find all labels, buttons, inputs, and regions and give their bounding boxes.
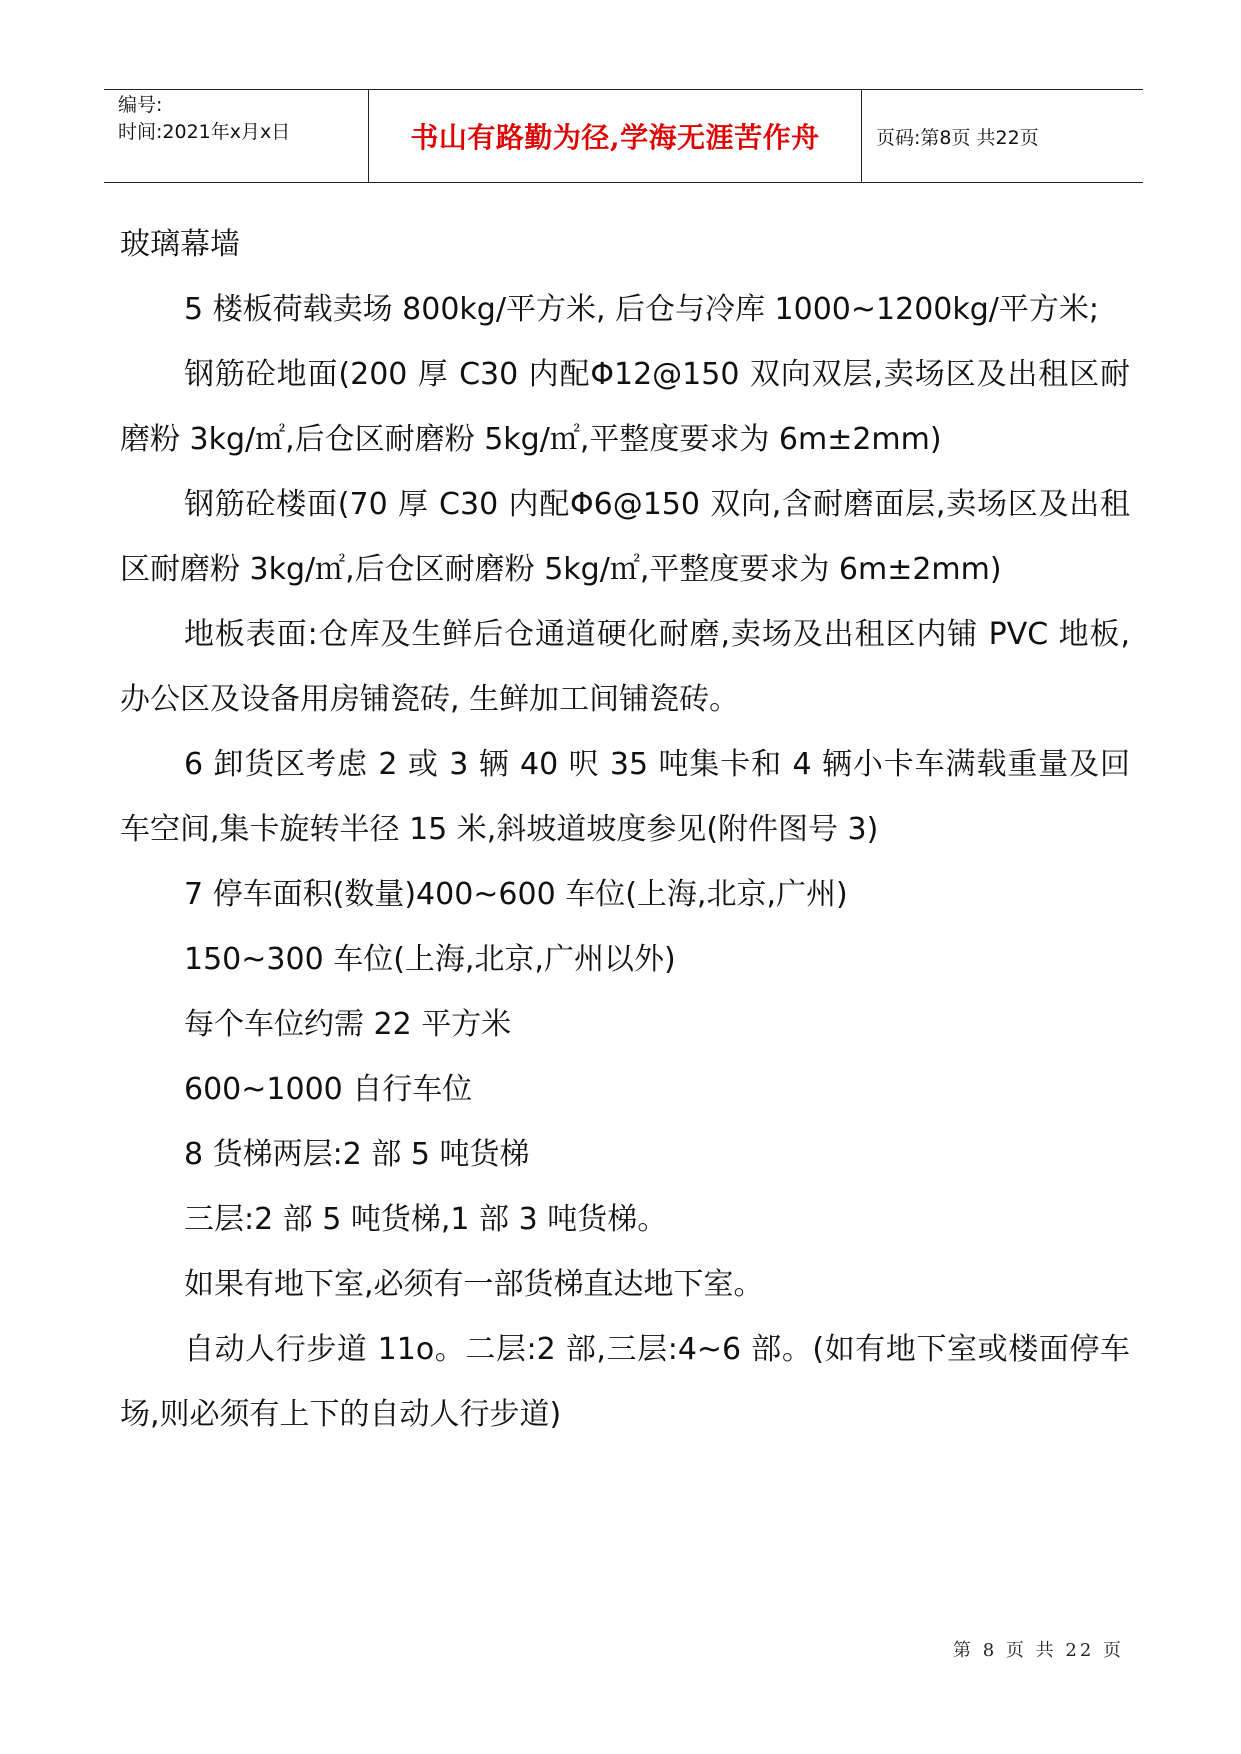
header-meta: [104, 90, 369, 182]
header-motto: 书山有路勤为径,学海无涯苦作舟: [369, 90, 862, 182]
paragraph-unloading-area: 6 卸货区考虑 2 或 3 辆 40 呎 35 吨集卡和 4 辆小卡车满载重量及回车空间,集卡旋转半径 15 米,斜坡道坡度参见(附件图号 3): [120, 747, 1130, 847]
paragraph-parking-area: 7 停车面积(数量)400~600 车位(上海,北京,广州): [184, 877, 848, 912]
paragraph-freight-elevator-three-floors: 三层:2 部 5 吨货梯,1 部 3 吨货梯。: [184, 1202, 668, 1237]
paragraph-moving-walkway: 自动人行步道 11o。二层:2 部,三层:4~6 部。(如有地下室或楼面停车场,则必须有上下的自动人行步道): [120, 1332, 1130, 1432]
document-number-label: 编号:: [118, 94, 163, 116]
document-time-label: 时间:2021年x月x日: [118, 121, 291, 143]
paragraph-basement-elevator: 如果有地下室,必须有一部货梯直达地下室。: [184, 1267, 764, 1302]
page-header: [104, 89, 1143, 183]
paragraph-floor-load: 5 楼板荷载卖场 800kg/平方米, 后仓与冷库 1000~1200kg/平方米;: [184, 292, 1100, 327]
header-page-info: 页码:第8页 共22页: [876, 126, 1039, 149]
paragraph-freight-elevator-two-floors: 8 货梯两层:2 部 5 吨货梯: [184, 1137, 530, 1172]
paragraph-concrete-ground: 钢筋砼地面(200 厚 C30 内配Φ12@150 双向双层,卖场区及出租区耐磨粉 3kg/㎡,后仓区耐磨粉 5kg/㎡,平整度要求为 6m±2mm): [120, 357, 1130, 457]
paragraph-bicycle-parking: 600~1000 自行车位: [184, 1072, 473, 1107]
paragraph-section-title: 玻璃幕墙: [120, 227, 240, 262]
paragraph-parking-space-size: 每个车位约需 22 平方米: [184, 1007, 512, 1042]
paragraph-parking-other-cities: 150~300 车位(上海,北京,广州以外): [184, 942, 676, 977]
paragraph-floor-surface: 地板表面:仓库及生鲜后仓通道硬化耐磨,卖场及出租区内铺 PVC 地板,办公区及设备用房铺瓷砖, 生鲜加工间铺瓷砖。: [120, 617, 1130, 717]
page-footer: 第 8 页 共 22 页: [953, 1640, 1124, 1661]
paragraph-concrete-floor: 钢筋砼楼面(70 厚 C30 内配Φ6@150 双向,含耐磨面层,卖场区及出租区耐磨粉 3kg/㎡,后仓区耐磨粉 5kg/㎡,平整度要求为 6m±2mm): [120, 487, 1130, 587]
document-body: [120, 212, 1130, 1447]
